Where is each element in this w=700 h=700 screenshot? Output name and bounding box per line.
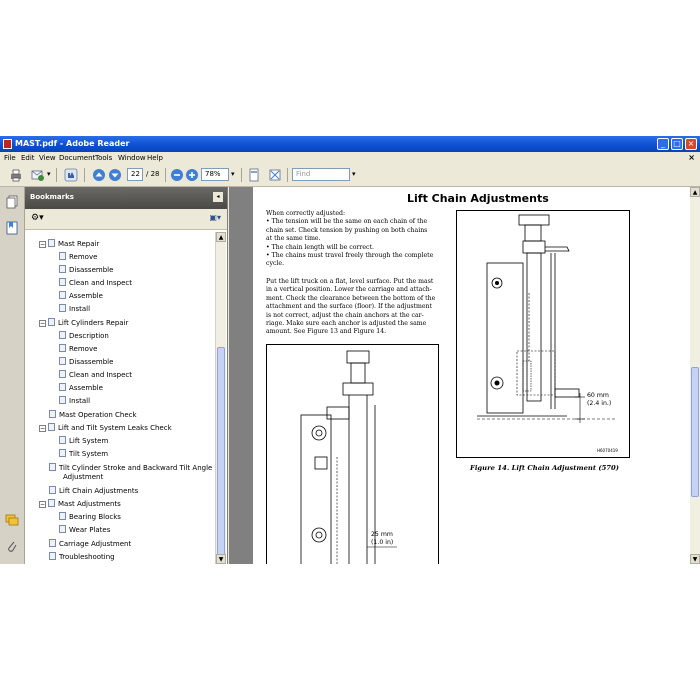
- bookmark-item[interactable]: Mast Operation Check: [49, 410, 137, 419]
- figure-14-part-number: H6070419: [597, 448, 618, 453]
- bookmark-page-icon: [59, 265, 66, 273]
- fit-page-icon[interactable]: [247, 168, 261, 182]
- find-input[interactable]: Find: [292, 168, 350, 181]
- bookmark-page-icon: [48, 423, 55, 431]
- bookmark-item[interactable]: Tilt System: [59, 449, 108, 458]
- adobe-reader-window: [0, 136, 700, 564]
- bookmark-page-icon: [59, 396, 66, 404]
- bookmark-page-icon: [49, 410, 56, 418]
- bookmark-item[interactable]: Assemble: [59, 383, 103, 392]
- page-number-input[interactable]: 22: [127, 168, 143, 181]
- bookmark-page-icon: [49, 539, 56, 547]
- zoom-in-icon[interactable]: [185, 168, 199, 182]
- figure-13-dimension-mm: 25 mm: [371, 531, 393, 538]
- zoom-dropdown-arrow[interactable]: ▾: [231, 170, 235, 178]
- bookmark-item[interactable]: Tilt Cylinder Stroke and Backward Tilt Angle: [49, 463, 212, 472]
- bookmark-item[interactable]: − Mast Adjustments: [40, 500, 121, 508]
- bookmark-page-icon: [48, 318, 55, 326]
- bookmarks-tree: [25, 232, 215, 564]
- bookmark-item[interactable]: Troubleshooting: [49, 552, 115, 561]
- bookmark-item[interactable]: Install: [59, 304, 90, 313]
- intro-paragraph: When correctly adjusted: • The tension will be the same on each chain of the chain set. Check tension by pushing on both chains at the same time. • The chain length will be correct. • The chains must travel freely through the complete cycle.: [266, 210, 434, 268]
- zoom-level-input[interactable]: 78%: [201, 168, 229, 181]
- bookmark-item[interactable]: Wear Plates: [59, 525, 110, 534]
- figure-14-drawing: [456, 210, 630, 458]
- email-icon[interactable]: [31, 168, 45, 182]
- bookmark-page-icon: [59, 370, 66, 378]
- panel-options-icon[interactable]: ◂: [213, 192, 223, 202]
- pdf-page: [253, 187, 690, 564]
- bookmark-page-icon: [59, 512, 66, 520]
- menu-bar: [0, 152, 700, 164]
- find-dropdown-arrow[interactable]: ▾: [352, 170, 356, 178]
- title-bar[interactable]: [0, 136, 700, 152]
- zoom-out-icon[interactable]: [170, 168, 184, 182]
- bookmark-item[interactable]: Clean and Inspect: [59, 278, 132, 287]
- bookmark-page-icon: [59, 525, 66, 533]
- figure-14-caption: Figure 14. Lift Chain Adjustment (570): [470, 464, 619, 472]
- menu-file[interactable]: File: [4, 154, 16, 162]
- procedure-paragraph: Put the lift truck on a flat, level surface. Put the mast in a vertical position. Lower the carriage and attach- ment. Check the clearance between the bottom of the attachment and the surface (floor). If the adjustment is not correct, adjust the chain anchors at the car- riage. Make sure each anchor is adjusted the same amount. See Figure 13 and Figure 14.: [266, 278, 436, 336]
- bookmark-item[interactable]: Lift System: [59, 436, 108, 445]
- figure-13-dimension-in: (1.0 in): [371, 539, 394, 546]
- bookmark-page-icon: [59, 331, 66, 339]
- maximize-button[interactable]: □: [671, 138, 683, 150]
- bookmark-page-icon: [59, 436, 66, 444]
- bookmark-item[interactable]: − Mast Repair: [40, 240, 100, 248]
- bookmark-item[interactable]: − Lift and Tilt System Leaks Check: [40, 424, 172, 432]
- menu-tools[interactable]: Tools: [95, 154, 113, 162]
- email-dropdown-arrow[interactable]: ▾: [47, 170, 51, 178]
- bookmark-item[interactable]: Assemble: [59, 291, 103, 300]
- collapse-icon[interactable]: −: [40, 320, 46, 327]
- page-heading: Lift Chain Adjustments: [407, 192, 549, 205]
- bookmarks-title: Bookmarks: [30, 193, 74, 201]
- figure-14-dimension-mm: 60 mm: [587, 392, 609, 399]
- bookmark-options-icon[interactable]: ⚙▾: [31, 213, 44, 223]
- menu-view[interactable]: View: [39, 154, 56, 162]
- close-document-icon[interactable]: ×: [688, 153, 695, 162]
- close-button[interactable]: ×: [685, 138, 697, 150]
- menu-help[interactable]: Help: [147, 154, 163, 162]
- page-total: / 28: [146, 170, 160, 178]
- bookmark-page-icon: [59, 357, 66, 365]
- bookmark-item[interactable]: Remove: [59, 252, 97, 261]
- bookmark-page-icon: [59, 344, 66, 352]
- previous-page-icon[interactable]: [92, 168, 106, 182]
- bookmark-page-icon: [59, 252, 66, 260]
- menu-window[interactable]: Window: [118, 154, 146, 162]
- bookmark-item[interactable]: Lift Chain Adjustments: [49, 486, 138, 495]
- comments-icon[interactable]: [5, 514, 19, 526]
- pages-icon[interactable]: [6, 195, 18, 209]
- bookmarks-panel: [25, 187, 228, 564]
- toolbar: [0, 164, 700, 187]
- bookmark-page-icon: [49, 486, 56, 494]
- hand-tool-icon[interactable]: [64, 168, 78, 182]
- bookmark-item[interactable]: Disassemble: [59, 357, 113, 366]
- doc-scroll-thumb[interactable]: [691, 367, 699, 497]
- scroll-up-arrow[interactable]: ▲: [216, 232, 226, 242]
- doc-scroll-down-arrow[interactable]: ▼: [690, 554, 700, 564]
- pdf-app-icon: [3, 139, 12, 149]
- scroll-down-arrow[interactable]: ▼: [216, 554, 226, 564]
- document-scrollbar[interactable]: [690, 187, 700, 564]
- doc-scroll-up-arrow[interactable]: ▲: [690, 187, 700, 197]
- bookmark-page-icon: [59, 278, 66, 286]
- minimize-button[interactable]: _: [657, 138, 669, 150]
- bookmark-item[interactable]: Clean and Inspect: [59, 370, 132, 379]
- collapse-icon[interactable]: −: [40, 425, 46, 432]
- next-page-icon[interactable]: [108, 168, 122, 182]
- bookmarks-scrollbar[interactable]: [215, 232, 226, 564]
- collapse-icon[interactable]: −: [40, 501, 46, 508]
- window-title: MAST.pdf - Adobe Reader: [15, 139, 130, 148]
- figure-14-dimension-in: (2.4 in.): [587, 400, 612, 407]
- attachments-icon[interactable]: [6, 539, 18, 553]
- menu-document[interactable]: Document: [59, 154, 96, 162]
- print-icon[interactable]: [9, 168, 23, 182]
- bookmarks-toolbar: [25, 209, 227, 230]
- full-screen-icon[interactable]: [268, 168, 282, 182]
- bookmarks-panel-icon[interactable]: [6, 221, 18, 235]
- bookmark-item-continuation[interactable]: Adjustment: [63, 473, 104, 481]
- bookmark-item[interactable]: Description: [59, 331, 109, 340]
- bookmark-page-icon: [59, 304, 66, 312]
- figure-13-drawing: [266, 344, 439, 564]
- bookmark-item[interactable]: Bearing Blocks: [59, 512, 121, 521]
- bookmark-page-icon: [59, 449, 66, 457]
- bookmark-page-icon: [59, 291, 66, 299]
- bookmark-item[interactable]: Remove: [59, 344, 97, 353]
- bookmark-page-icon: [49, 463, 56, 471]
- expand-bookmark-icon[interactable]: ▣▾: [209, 213, 221, 222]
- navigation-pane-strip: [0, 187, 25, 564]
- bookmark-item[interactable]: Install: [59, 396, 90, 405]
- bookmark-item[interactable]: Carriage Adjustment: [49, 539, 131, 548]
- bookmark-page-icon: [48, 499, 55, 507]
- bookmark-item[interactable]: Disassemble: [59, 265, 113, 274]
- document-viewport[interactable]: [229, 187, 690, 564]
- bookmark-item[interactable]: − Lift Cylinders Repair: [40, 319, 129, 327]
- scroll-thumb[interactable]: [217, 347, 225, 557]
- bookmark-page-icon: [59, 383, 66, 391]
- bookmark-page-icon: [48, 239, 55, 247]
- bookmarks-header: [25, 187, 227, 209]
- collapse-icon[interactable]: −: [40, 241, 46, 248]
- bookmark-page-icon: [49, 552, 56, 560]
- menu-edit[interactable]: Edit: [21, 154, 35, 162]
